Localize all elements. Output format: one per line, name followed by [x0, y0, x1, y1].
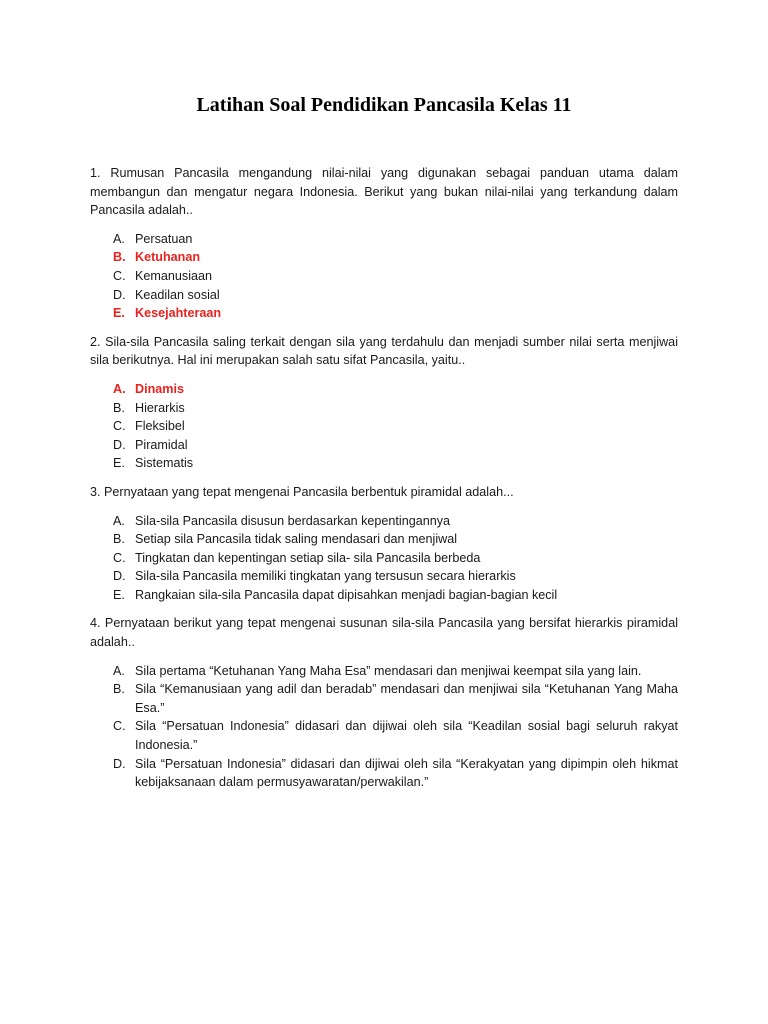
question-1 — [90, 164, 678, 323]
option-text: Piramidal — [135, 437, 188, 452]
option-letter: A. — [113, 513, 125, 528]
option-letter: A. — [113, 663, 125, 678]
option-letter: D. — [113, 287, 126, 302]
option-letter: B. — [113, 400, 125, 415]
option-b — [90, 399, 678, 418]
page-title: Latihan Soal Pendidikan Pancasila Kelas 11 — [196, 94, 572, 116]
option-text: Sila-sila Pancasila disusun berdasarkan kepentingannya — [135, 513, 451, 528]
option-letter: C. — [113, 419, 126, 434]
option-text: Persatuan — [135, 231, 193, 246]
option-e — [90, 586, 678, 605]
question-text: 1. Rumusan Pancasila mengandung nilai-nilai yang digunakan sebagai panduan utama dalam membangun dan mengatur negara Indonesia. Berikut yang bukan nilai-nilai yang terkandung dalam Pancasila adalah.. — [90, 166, 678, 218]
option-c — [90, 267, 678, 286]
question-2 — [90, 333, 678, 473]
option-letter: E. — [113, 587, 125, 602]
option-text: Ketuhanan — [135, 250, 201, 265]
option-c — [90, 717, 678, 754]
question-list — [90, 164, 678, 802]
option-letter: E. — [113, 456, 125, 471]
option-letter: C. — [113, 719, 126, 734]
option-a — [90, 230, 678, 249]
option-letter: B. — [113, 250, 126, 265]
option-text: Keadilan sosial — [135, 287, 220, 302]
option-b — [90, 680, 678, 717]
option-text: Sila “Persatuan Indonesia” didasari dan dijiwai oleh sila “Keadilan sosial bagi seluruh rakyat Indonesia.” — [135, 719, 678, 753]
option-letter: D. — [113, 569, 126, 584]
option-e — [90, 454, 678, 473]
option-e — [90, 304, 678, 323]
option-text: Sila “Kemanusiaan yang adil dan beradab” mendasari dan menjiwai sila “Ketuhanan Yang Maha Esa.” — [135, 682, 678, 715]
option-letter: B. — [113, 532, 125, 547]
question-text: 4. Pernyataan berikut yang tepat mengenai susunan sila-sila Pancasila yang bersifat hierarkis piramidal adalah.. — [90, 616, 678, 650]
option-d — [90, 286, 678, 305]
option-letter: A. — [113, 381, 126, 396]
option-text: Sila pertama “Ketuhanan Yang Maha Esa” mendasari dan menjiwai keempat sila yang lain. — [135, 663, 642, 678]
option-c — [90, 417, 678, 436]
option-text: Kesejahteraan — [135, 306, 222, 321]
option-text: Kemanusiaan — [135, 268, 213, 283]
question-3 — [90, 483, 678, 605]
option-text: Rangkaian sila-sila Pancasila dapat dipisahkan menjadi bagian-bagian kecil — [135, 587, 558, 602]
option-text: Fleksibel — [135, 419, 185, 434]
option-d — [90, 436, 678, 455]
option-b — [90, 248, 678, 267]
option-list — [90, 662, 678, 792]
option-letter: E. — [113, 306, 125, 321]
option-d — [90, 755, 678, 792]
option-a — [90, 512, 678, 531]
option-letter: C. — [113, 550, 126, 565]
option-text: Tingkatan dan kepentingan setiap sila- sila Pancasila berbeda — [135, 550, 481, 565]
option-letter: A. — [113, 231, 125, 246]
option-text: Sila-sila Pancasila memiliki tingkatan yang tersusun secara hierarkis — [135, 569, 516, 584]
option-text: Hierarkis — [135, 400, 185, 415]
option-b — [90, 530, 678, 549]
option-letter: B. — [113, 682, 125, 697]
option-a — [90, 380, 678, 399]
option-letter: D. — [113, 437, 126, 452]
option-letter: C. — [113, 268, 126, 283]
option-text: Setiap sila Pancasila tidak saling mendasari dan menjiwal — [135, 532, 458, 547]
option-text: Dinamis — [135, 381, 184, 396]
option-letter: D. — [113, 756, 126, 771]
question-4 — [90, 614, 678, 791]
option-list — [90, 230, 678, 323]
question-text: 3. Pernyataan yang tepat mengenai Pancasila berbentuk piramidal adalah... — [90, 484, 514, 499]
option-a — [90, 662, 678, 681]
option-text: Sila “Persatuan Indonesia” didasari dan dijiwai oleh sila “Kerakyatan yang dipimpin oleh hikmat kebijaksanaan dalam permusyawaratan/perwakilan.” — [135, 756, 678, 790]
option-c — [90, 549, 678, 568]
option-list — [90, 512, 678, 605]
option-list — [90, 380, 678, 473]
option-text: Sistematis — [135, 456, 194, 471]
option-d — [90, 567, 678, 586]
question-text: 2. Sila-sila Pancasila saling terkait dengan sila yang terdahulu dan menjadi sumber nilai serta menjiwai sila berikutnya. Hal ini merupakan salah satu sifat Pancasila, yaitu.. — [90, 334, 678, 368]
